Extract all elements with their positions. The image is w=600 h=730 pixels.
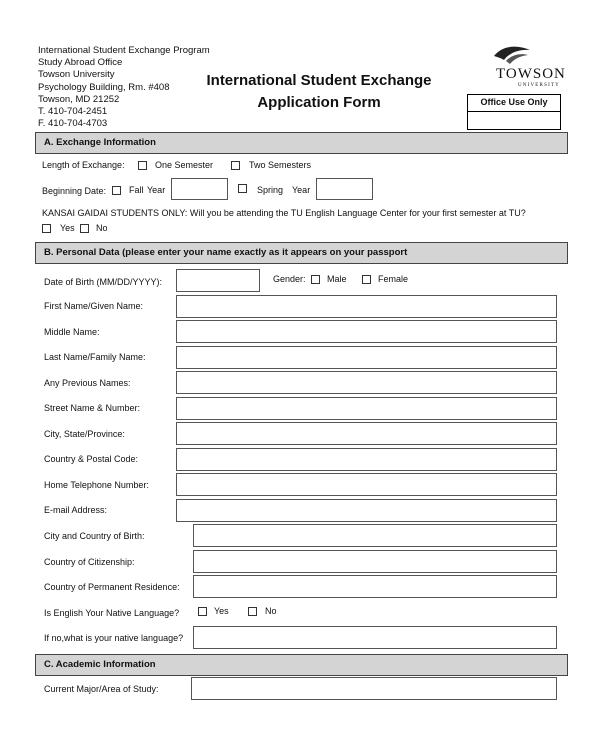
first-name-input[interactable] <box>176 295 557 318</box>
female-checkbox[interactable] <box>362 275 371 284</box>
kansai-question: KANSAI GAIDAI STUDENTS ONLY: Will you be attending the TU English Language Center for your first semester at TU? <box>42 208 526 218</box>
dob-input[interactable] <box>176 269 260 292</box>
tiger-icon <box>492 44 532 66</box>
english-yes-label: Yes <box>214 606 229 616</box>
citizenship-input[interactable] <box>193 550 557 573</box>
female-label: Female <box>378 274 409 284</box>
logo-sub: UNIVERSITY <box>518 83 560 88</box>
address-line: T. 410-704-2451 <box>38 106 108 118</box>
fall-checkbox[interactable] <box>112 186 121 195</box>
male-label: Male <box>327 274 347 284</box>
spring-year-input[interactable] <box>316 178 373 200</box>
major-input[interactable] <box>191 677 557 700</box>
english-no-label: No <box>265 606 277 616</box>
title-line-1: International Student Exchange <box>206 72 432 89</box>
one-semester-checkbox[interactable] <box>138 161 147 170</box>
section-b-heading: B. Personal Data (please enter your name exactly as it appears on your passport <box>35 242 568 264</box>
fall-year-input[interactable] <box>171 178 228 200</box>
address-line: Psychology Building, Rm. #408 <box>38 81 170 93</box>
spring-year-label: Year <box>292 185 311 195</box>
birth-place-input[interactable] <box>193 524 557 547</box>
major-label: Current Major/Area of Study: <box>44 684 159 694</box>
citizenship-label: Country of Citizenship: <box>44 557 135 567</box>
dob-label: Date of Birth (MM/DD/YYYY): <box>44 277 163 287</box>
home-phone-label: Home Telephone Number: <box>44 480 149 490</box>
address-line: Towson University <box>38 69 115 81</box>
spring-checkbox[interactable] <box>238 184 247 193</box>
native-language-input[interactable] <box>193 626 557 649</box>
office-use-box <box>467 94 561 130</box>
gender-label: Gender: <box>273 274 306 284</box>
address-line: F. 410-704-4703 <box>38 118 108 130</box>
beginning-date-label: Beginning Date: <box>42 186 107 196</box>
address-line: International Student Exchange Program <box>38 45 210 56</box>
logo-name: TOWSON <box>496 66 566 82</box>
page-title <box>194 70 444 114</box>
middle-name-label: Middle Name: <box>44 327 100 337</box>
one-semester-label: One Semester <box>155 160 214 170</box>
kansai-no-label: No <box>96 223 108 233</box>
fall-year-label: Year <box>147 185 166 195</box>
section-c-heading: C. Academic Information <box>35 654 568 676</box>
city-state-input[interactable] <box>176 422 557 445</box>
native-language-label: If no,what is your native language? <box>44 633 184 643</box>
country-postal-input[interactable] <box>176 448 557 471</box>
last-name-input[interactable] <box>176 346 557 369</box>
office-use-label: Office Use Only <box>468 95 560 112</box>
previous-names-input[interactable] <box>176 371 557 394</box>
two-semesters-label: Two Semesters <box>249 160 312 170</box>
english-native-label: Is English Your Native Language? <box>44 608 180 618</box>
country-postal-label: Country & Postal Code: <box>44 454 139 464</box>
last-name-label: Last Name/Family Name: <box>44 352 146 362</box>
address-block <box>38 45 210 130</box>
address-line: Study Abroad Office <box>38 57 123 69</box>
fall-label: Fall <box>129 185 144 195</box>
towson-logo <box>488 44 568 90</box>
kansai-yes-checkbox[interactable] <box>42 224 51 233</box>
english-yes-checkbox[interactable] <box>198 607 207 616</box>
residence-input[interactable] <box>193 575 557 598</box>
two-semesters-checkbox[interactable] <box>231 161 240 170</box>
spring-label: Spring <box>257 185 284 195</box>
street-label: Street Name & Number: <box>44 403 141 413</box>
previous-names-label: Any Previous Names: <box>44 378 131 388</box>
section-a-heading: A. Exchange Information <box>35 132 568 154</box>
home-phone-input[interactable] <box>176 473 557 496</box>
male-checkbox[interactable] <box>311 275 320 284</box>
residence-label: Country of Permanent Residence: <box>44 582 180 592</box>
kansai-no-checkbox[interactable] <box>80 224 89 233</box>
email-label: E-mail Address: <box>44 505 108 515</box>
city-state-label: City, State/Province: <box>44 429 125 439</box>
kansai-yes-label: Yes <box>60 223 75 233</box>
address-line: Towson, MD 21252 <box>38 93 120 105</box>
english-no-checkbox[interactable] <box>248 607 257 616</box>
email-input[interactable] <box>176 499 557 522</box>
birth-place-label: City and Country of Birth: <box>44 531 145 541</box>
street-input[interactable] <box>176 397 557 420</box>
middle-name-input[interactable] <box>176 320 557 343</box>
first-name-label: First Name/Given Name: <box>44 301 144 311</box>
title-line-2: Application Form <box>257 94 381 111</box>
length-label: Length of Exchange: <box>42 160 125 170</box>
